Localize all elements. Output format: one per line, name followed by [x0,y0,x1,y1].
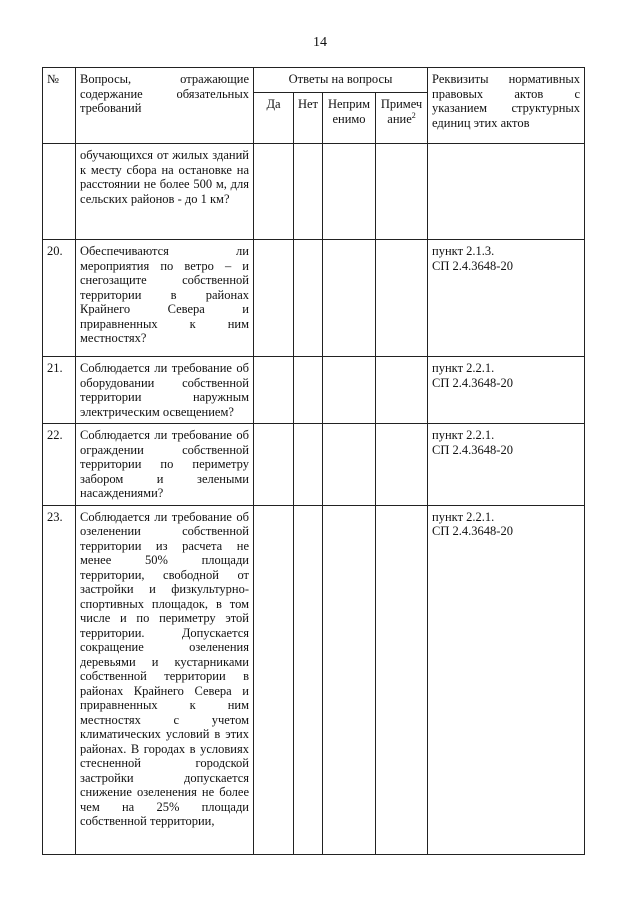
answer-note-cell[interactable] [376,144,428,240]
answer-no-cell[interactable] [294,240,323,357]
row-question: Соблюдается ли требование об оборудовании собственной территории наружным электрическим освещением? [76,357,254,424]
row-number: 22. [43,424,76,506]
reference-document: СП 2.4.3648-20 [432,258,513,273]
answer-yes-cell[interactable] [254,424,294,506]
answer-not-applicable-cell[interactable] [323,240,376,357]
reference-document: СП 2.4.3648-20 [432,442,513,457]
row-reference [428,505,585,854]
reference-clause: пункт 2.2.1. [432,428,495,442]
reference-document: СП 2.4.3648-20 [432,524,513,538]
header-requisites: Реквизиты нормативных правовых актов с указанием структурных единиц этих актов [428,68,585,144]
header-not-applicable: Неприм енимо [323,93,376,144]
row-reference [428,144,585,240]
header-note-text: Примеч ание [380,97,423,126]
answer-note-cell[interactable] [376,357,428,424]
answer-yes-cell[interactable] [254,144,294,240]
reference-clause: пункт 2.2.1. [432,509,495,524]
row-number: 20. [43,240,76,357]
answer-yes-cell[interactable] [254,240,294,357]
row-question: Соблюдается ли требование об ограждении собственной территории по периметру забором и зелеными насаждениями? [76,424,254,506]
table-row [43,144,585,240]
header-answers: Ответы на вопросы [254,68,428,93]
row-reference [428,424,585,506]
answer-not-applicable-cell[interactable] [323,424,376,506]
header-number: № [43,68,76,144]
table-row [43,424,585,506]
answer-no-cell[interactable] [294,144,323,240]
answer-no-cell[interactable] [294,424,323,506]
answer-not-applicable-cell[interactable] [323,357,376,424]
answer-note-cell[interactable] [376,240,428,357]
header-note-footnote: 2 [411,110,416,120]
answer-note-cell[interactable] [376,505,428,854]
row-number: 23. [43,505,76,854]
row-question: Обеспечиваются ли мероприятия по ветро – и снегозащите собственной территории в районах Крайнего Севера и приравненных к ним местностях? [76,240,254,357]
answer-yes-cell[interactable] [254,357,294,424]
row-reference [428,357,585,424]
answer-not-applicable-cell[interactable] [323,144,376,240]
row-reference [428,240,585,357]
checklist-table [42,67,585,855]
row-question: обучающихся от жилых зданий к месту сбора на остановке на расстоянии не более 500 м, для сельских районов - до 1 км? [76,144,254,240]
table-row [43,357,585,424]
answer-no-cell[interactable] [294,357,323,424]
answer-no-cell[interactable] [294,505,323,854]
table-row [43,240,585,357]
header-note [376,93,428,144]
row-number [43,144,76,240]
header-row [43,68,585,93]
header-questions: Вопросы, отражающие содержание обязательных требований [76,68,254,144]
table-row [43,505,585,854]
answer-not-applicable-cell[interactable] [323,505,376,854]
header-yes: Да [254,93,294,144]
header-no: Нет [294,93,323,144]
answer-note-cell[interactable] [376,424,428,506]
answer-yes-cell[interactable] [254,505,294,854]
reference-clause: пункт 2.2.1. [432,361,495,375]
reference-clause: пункт 2.1.3. [432,244,495,258]
reference-document: СП 2.4.3648-20 [432,375,513,390]
page-number: 14 [313,35,327,50]
row-question: Соблюдается ли требование об озеленении собственной территории из расчета не менее 50% площади территории, свободной от застройки и физкультурно-спортивных площадок, в том числе и по периметру этой территории. Допускается сокращение озеленения деревьями и кустарниками собственной территории в районах Крайнего Севера и приравненных к ним местностях с учетом климатических условий в этих районах. В городах в условиях стесненной городской застройки допускается снижение озеленения не более чем на 25% площади собственной территории, [76,505,254,854]
row-number: 21. [43,357,76,424]
